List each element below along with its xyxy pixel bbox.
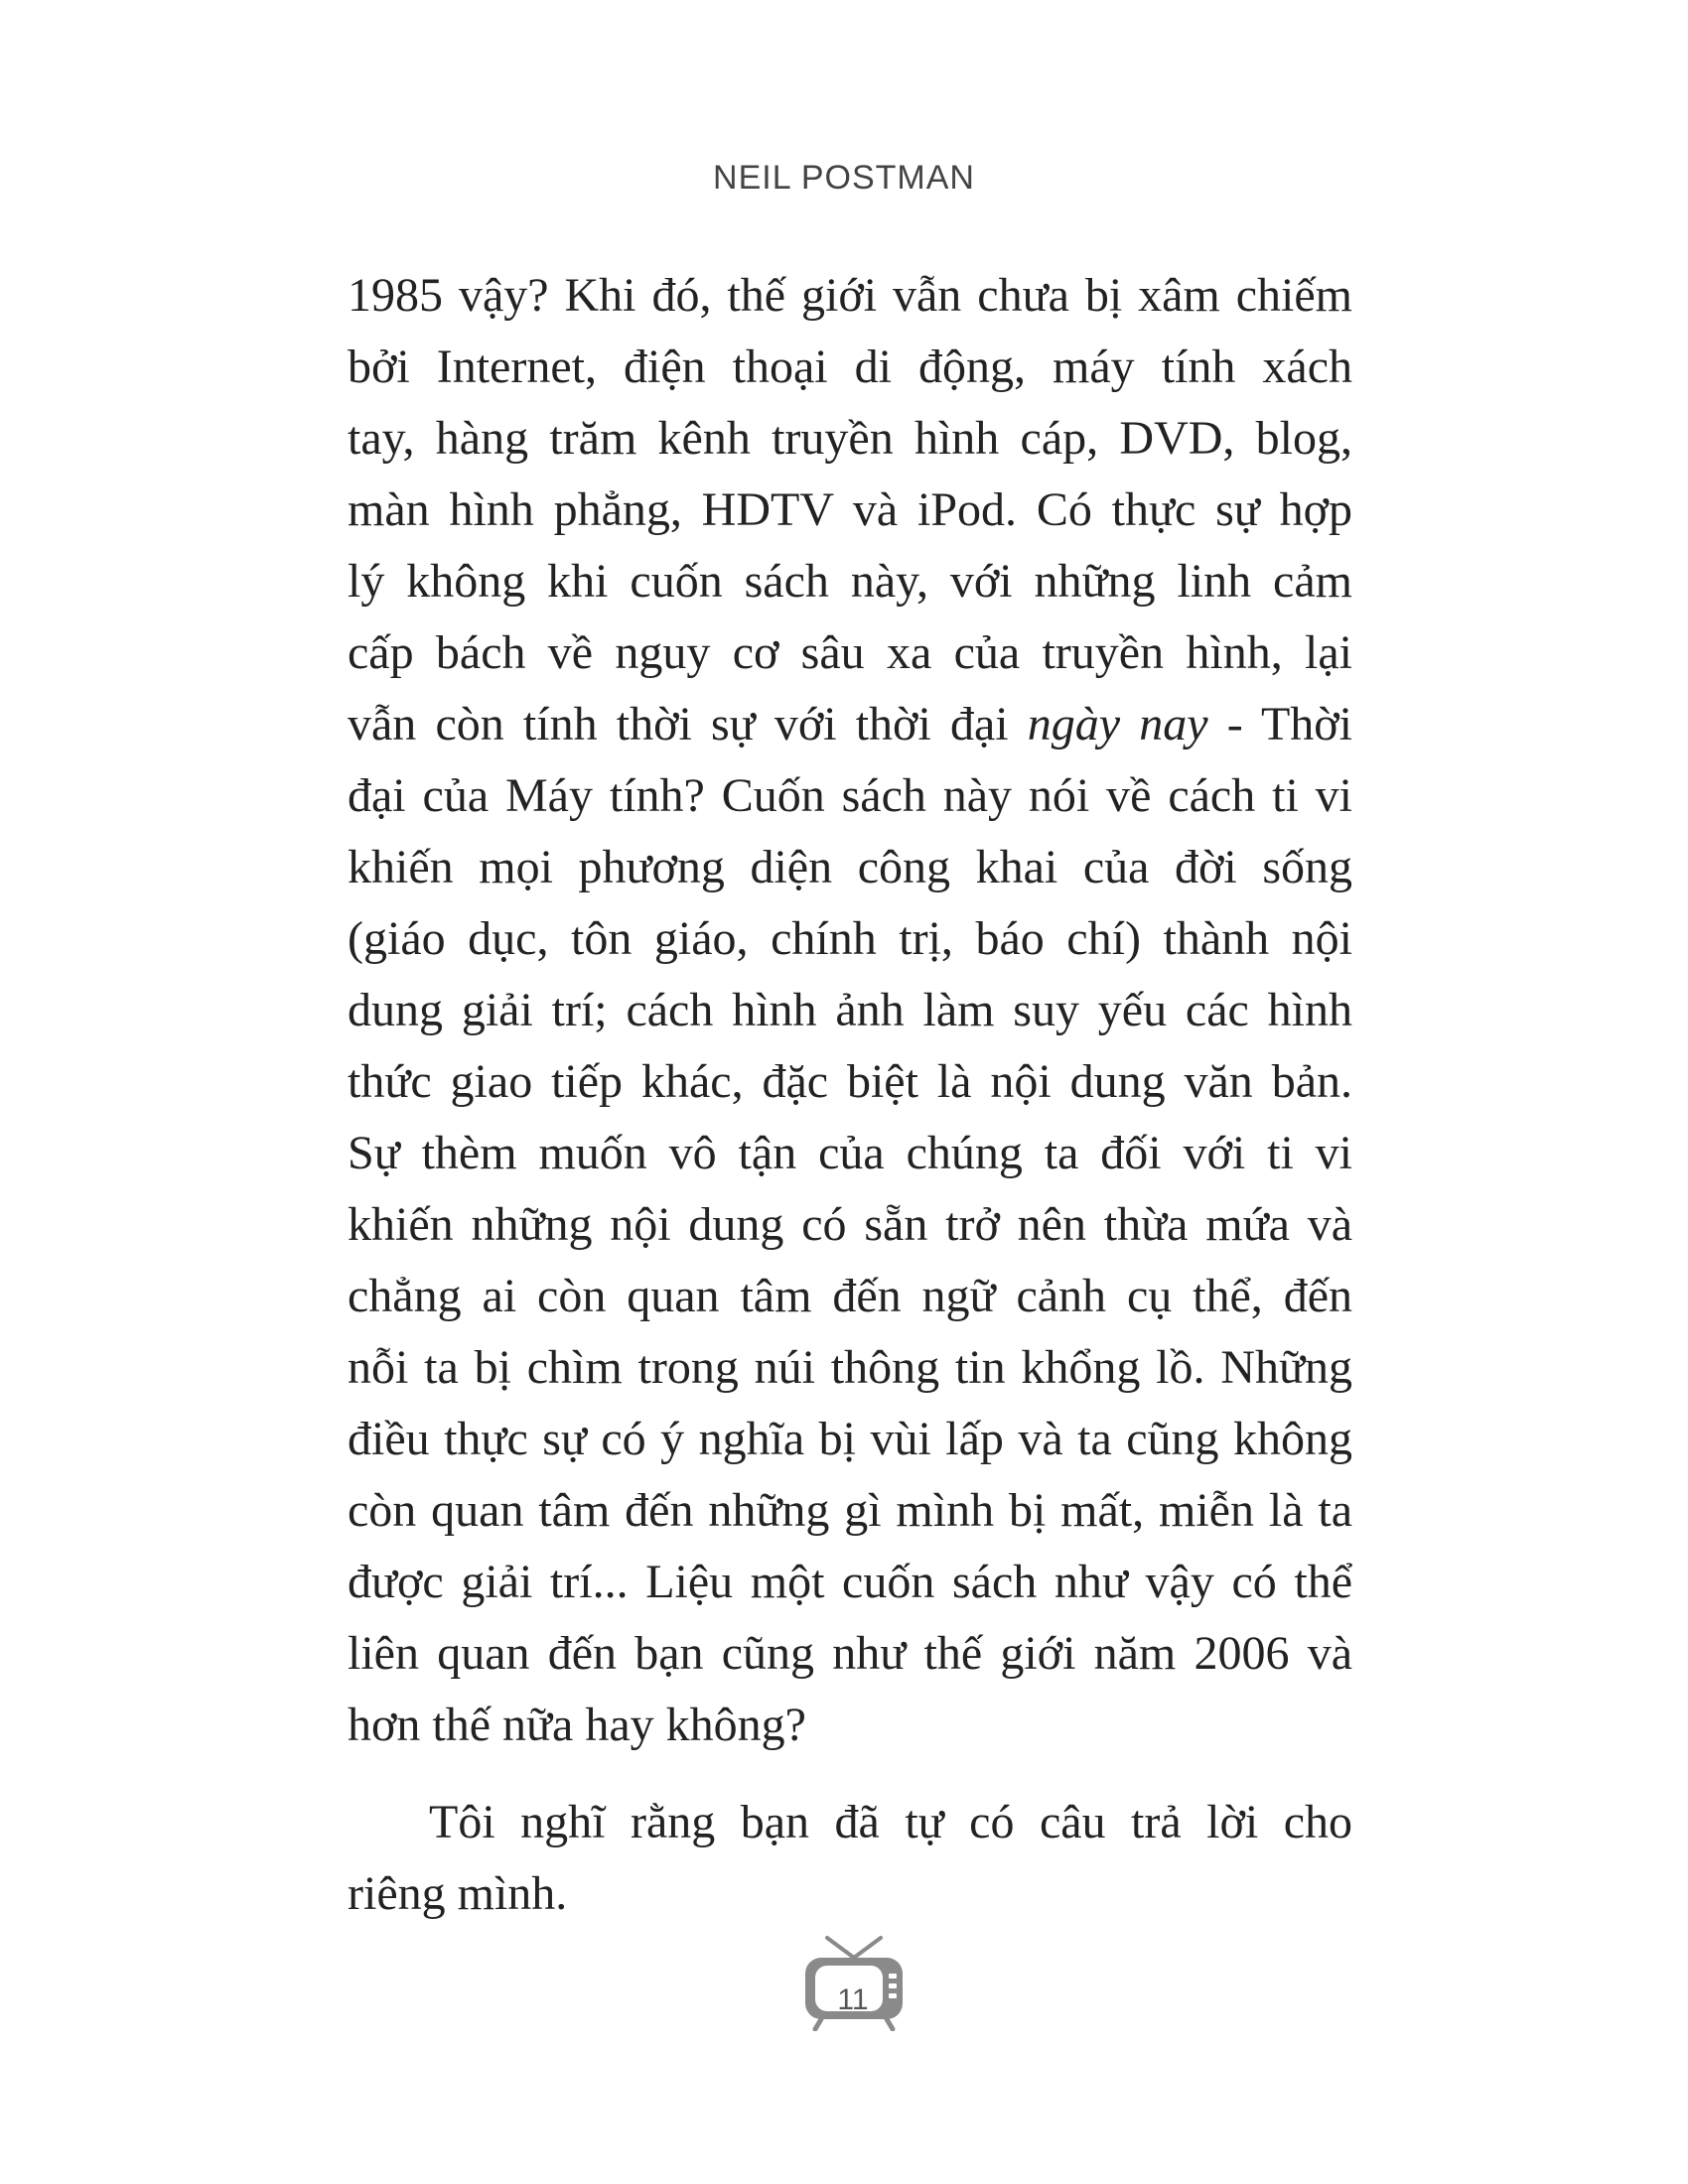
text-line: bởi Internet, điện thoại di động, máy tính xách <box>348 341 1352 393</box>
italic-emphasis: ngày nay <box>1027 698 1208 751</box>
text-fragment: vẫn còn tính thời sự với thời đại <box>348 698 1028 751</box>
text-line: chẳng ai còn quan tâm đến ngữ cảnh cụ thể, đến <box>348 1270 1352 1322</box>
text-line: lý không khi cuốn sách này, với những linh cảm <box>348 555 1352 608</box>
running-header: NEIL POSTMAN <box>713 159 975 197</box>
text-line: liên quan đến bạn cũng như thế giới năm 2006 và <box>348 1627 1352 1680</box>
text-line: tay, hàng trăm kênh truyền hình cáp, DVD, blog, <box>348 412 1352 465</box>
text-line: nỗi ta bị chìm trong núi thông tin khổng lồ. Những <box>348 1341 1352 1394</box>
text-line: riêng mình. <box>348 1867 568 1920</box>
paragraph-1 <box>348 260 1352 1761</box>
text-line: Sự thèm muốn vô tận của chúng ta đối với ti vi <box>348 1127 1352 1179</box>
text-line: (giáo dục, tôn giáo, chính trị, báo chí) thành nội <box>348 912 1352 965</box>
text-line: đại của Máy tính? Cuốn sách này nói về cách ti vi <box>348 769 1352 822</box>
page-footer <box>799 1932 909 2031</box>
text-line: 1985 vậy? Khi đó, thế giới vẫn chưa bị xâm chiếm <box>348 269 1352 322</box>
text-line: khiến mọi phương diện công khai của đời sống <box>348 841 1352 893</box>
text-line: được giải trí... Liệu một cuốn sách như vậy có thể <box>348 1556 1352 1608</box>
text-fragment: - Thời <box>1207 698 1353 751</box>
text-line: cấp bách về nguy cơ sâu xa của truyền hình, lại <box>348 626 1352 679</box>
text-line: hơn thế nữa hay không? <box>348 1699 806 1751</box>
text-line: dung giải trí; cách hình ảnh làm suy yếu các hình <box>348 984 1352 1036</box>
text-line: Tôi nghĩ rằng bạn đã tự có câu trả lời cho <box>429 1796 1352 1848</box>
text-line: còn quan tâm đến những gì mình bị mất, miễn là ta <box>348 1484 1352 1537</box>
page-number: 11 <box>837 1983 869 2016</box>
paragraph-2 <box>348 1787 1352 1930</box>
text-line-with-italic <box>348 689 1352 760</box>
text-line: điều thực sự có ý nghĩa bị vùi lấp và ta cũng không <box>348 1413 1352 1465</box>
body-text <box>348 260 1352 1930</box>
text-line: thức giao tiếp khác, đặc biệt là nội dung văn bản. <box>348 1055 1352 1108</box>
text-line: màn hình phẳng, HDTV và iPod. Có thực sự hợp <box>348 483 1352 536</box>
text-line: khiến những nội dung có sẵn trở nên thừa mứa và <box>348 1198 1352 1251</box>
paragraph-gap <box>348 1761 1352 1787</box>
